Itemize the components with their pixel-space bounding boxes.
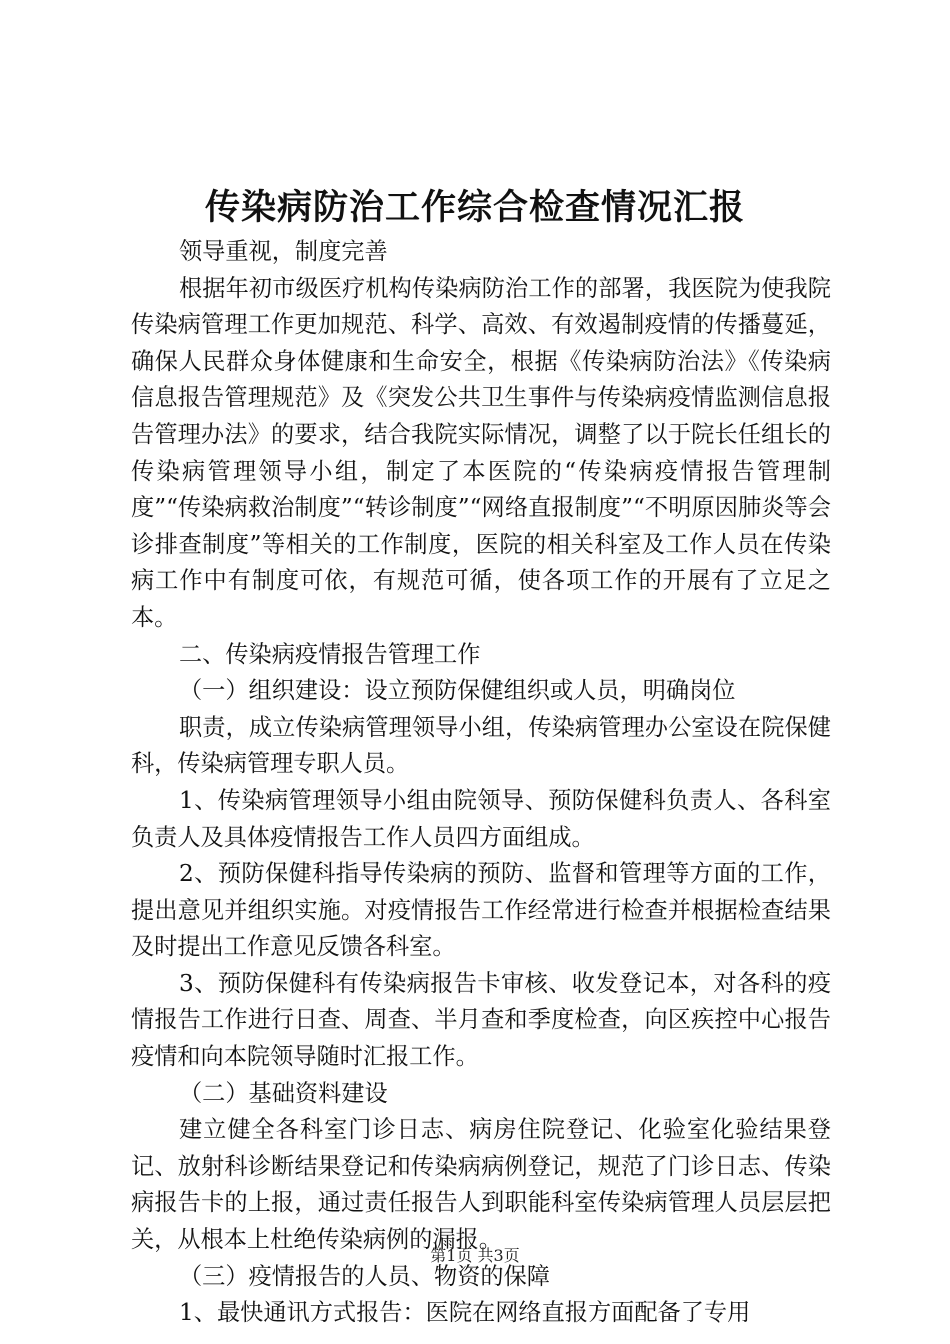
subsection-heading-basic-data: （二）基础资料建设 xyxy=(179,1079,388,1107)
subsection-heading-support: （三）疫情报告的人员、物资的保障 xyxy=(179,1262,550,1290)
paragraph-organization-body: 职责，成立传染病管理领导小组，传染病管理办公室设在院保健科，传染病管理专职人员。 xyxy=(131,713,831,778)
list-item-3: 3、预防保健科有传染病报告卡审核、收发登记本，对各科的疫情报告工作进行日查、周查、半月查和季度检查，向区疾控中心报告疫情和向本院领导随时汇报工作。 xyxy=(131,969,831,1071)
subsection-heading-organization: （一）组织建设：设立预防保健组织或人员，明确岗位 xyxy=(179,677,736,705)
paragraph-heading-leadership: 领导重视，制度完善 xyxy=(179,238,388,265)
paragraph-basic-data-body: 建立健全各科室门诊日志、病房住院登记、化验室化验结果登记、放射科诊断结果登记和传染病病例登记，规范了门诊日志、传染病报告卡的上报，通过责任报告人到职能科室传染病管理人员层层把关，从根本上杜绝传染病例的漏报。 xyxy=(131,1116,831,1254)
section-heading-reporting: 二、传染病疫情报告管理工作 xyxy=(179,640,481,668)
list-item-fastest-reporting: 1、最快通讯方式报告：医院在网络直报方面配备了专用 xyxy=(179,1299,751,1327)
list-item-2: 2、预防保健科指导传染病的预防、监督和管理等方面的工作，提出意见并组织实施。对疫情报告工作经常进行检查并根据检查结果及时提出工作意见反馈各科室。 xyxy=(131,860,831,961)
document-title: 传染病防治工作综合检查情况汇报 xyxy=(204,187,745,228)
list-item-1: 1、传染病管理领导小组由院领导、预防保健科负责人、各科室负责人及具体疫情报告工作人员四方面组成。 xyxy=(131,786,831,851)
page-footer: 第1页 共3页 xyxy=(430,1246,520,1265)
paragraph-leadership-body: 根据年初市级医疗机构传染病防治工作的部署，我医院为使我院传染病管理工作更加规范、科学、高效、有效遏制疫情的传播蔓延，确保人民群众身体健康和生命安全，根据《传染病防治法》《传染病信息报告管理规范》及《突发公共卫生事件与传染病疫情监测信息报告管理办法》的要求，结合我院实际情况，调整了以于院长任组长的传染病管理领导小组，制定了本医院的“传染病疫情报告管理制度”“传染病救治制度”“转诊制度”“网络直报制度”“不明原因肺炎等会诊排查制度”等相关的工作制度，医院的相关科室及工作人员在传染病工作中有制度可依，有规范可循，使各项工作的开展有了立足之本。 xyxy=(131,274,831,631)
document-body xyxy=(131,234,831,1332)
